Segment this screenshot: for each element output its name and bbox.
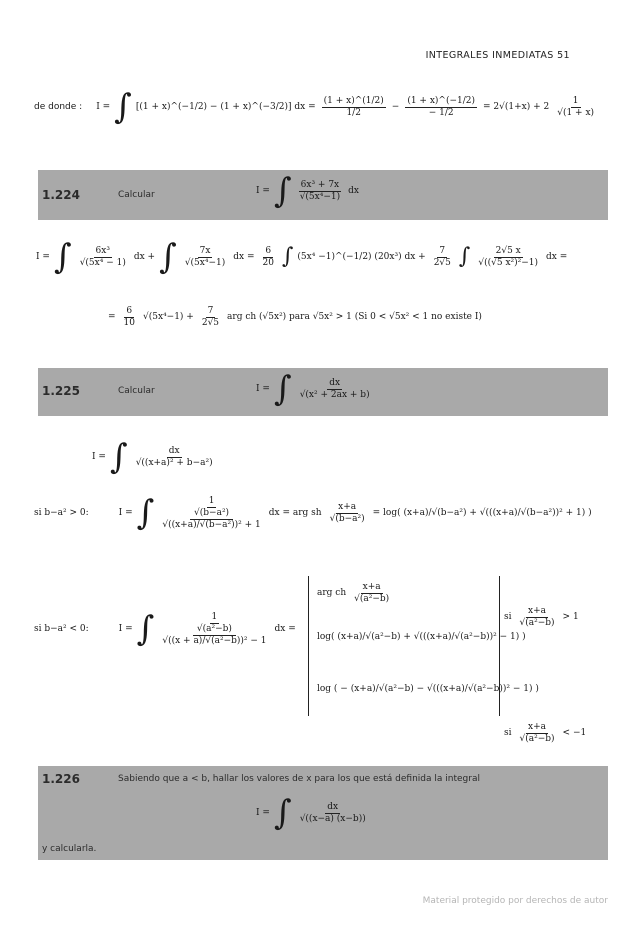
sol-lhs: I = (92, 452, 106, 462)
case-frac (160, 612, 268, 646)
integral-sign: ∫ (136, 493, 155, 534)
intro-result-den: √(1 + x) (557, 107, 595, 118)
option-text: arg ch (317, 588, 347, 599)
sol-num: 7 (439, 245, 446, 256)
integral-sign: ∫ (273, 171, 292, 211)
integral-sign: ∫ (273, 793, 292, 833)
sol-num: dx (168, 445, 180, 456)
sol-coef (432, 246, 453, 269)
case-lhs: I = (118, 624, 133, 635)
problem-statement (256, 793, 370, 833)
cond-frac (518, 722, 557, 745)
sol-den: 2√5 (201, 317, 220, 328)
statement-den: √(x² + 2ax + b) (299, 389, 370, 400)
problem-band-1224 (38, 170, 608, 220)
sol-num: 7x (199, 245, 211, 256)
case-top-den: √(a²−b) (196, 623, 232, 634)
problem-band-1226 (38, 766, 608, 860)
sol-den: 10 (123, 317, 135, 328)
integral-sign: ∫ (136, 609, 155, 650)
intro-result-frac (555, 96, 596, 119)
statement-num: dx (327, 801, 339, 812)
cond-rel: < −1 (562, 728, 587, 739)
problem-label: Calcular (118, 190, 155, 200)
statement-frac (298, 180, 342, 203)
case-frac (160, 496, 262, 530)
sol-lhs: I = (36, 252, 50, 262)
problem-number: 1.224 (42, 188, 80, 202)
statement-num: dx (329, 377, 341, 388)
intro-formula (34, 87, 598, 127)
sol-frac (476, 246, 540, 269)
intro-term1-den: 1/2 (346, 107, 361, 118)
case-arg-num: x+a (338, 501, 357, 512)
case-top-num: 1 (211, 612, 218, 622)
case-den: √((x+a)/√(b−a²))² + 1 (162, 519, 261, 530)
integral-sign: ∫ (53, 237, 72, 277)
sol-text: = (108, 312, 116, 323)
solution-1225-case1 (34, 493, 592, 534)
sol-den: 20 (262, 257, 274, 268)
integral-sign: ∫ (458, 244, 471, 269)
statement-lhs: I = (256, 384, 270, 394)
case-arg-den: √(b−a²) (329, 513, 365, 524)
sol-den: 2√5 (433, 257, 451, 268)
problem-statement (256, 369, 374, 409)
intro-term2-num: (1 + x)^(−1/2) (407, 95, 475, 106)
statement-den: √(5x⁴−1) (299, 191, 341, 202)
option-log-plus: log( (x+a)/√(a²−b) + √(((x+a)/√(a²−b))² − 1) ) (317, 632, 526, 642)
sol-text: (5x⁴ −1)^(−1/2) (20x³) dx + (297, 252, 426, 262)
sol-text: dx + (133, 252, 156, 262)
sol-coef (122, 306, 137, 329)
option-log-minus: log ( − (x+a)/√(a²−b) − √(((x+a)/√(a²−b))² − 1) ) (317, 684, 539, 694)
statement-frac (298, 802, 368, 825)
solution-1224-line2 (108, 306, 482, 329)
statement-den: √((x−a) (x−b)) (299, 813, 366, 824)
problem-tail: y calcularla. (42, 844, 97, 854)
cond-den: √(a²−b) (519, 617, 555, 628)
sol-den: √(5x⁴−1) (184, 257, 226, 268)
sol-coef (200, 306, 221, 329)
case-top-den: √(b−a²) (194, 507, 230, 518)
sol-frac (78, 246, 128, 269)
solution-1225-case2 (34, 609, 296, 650)
sol-num: 6 (265, 245, 272, 256)
intro-body: [(1 + x)^(−1/2) − (1 + x)^(−3/2)] dx = (135, 102, 316, 112)
sol-den: √((x+a)² + b−a²) (135, 457, 213, 468)
option-den: √(a²−b) (354, 593, 390, 604)
case-condition: si b−a² > 0: (34, 508, 89, 519)
sol-num: 6 (126, 306, 133, 316)
integral-sign: ∫ (109, 437, 128, 477)
solution-1225-start (92, 437, 217, 477)
problem-number: 1.226 (42, 772, 80, 786)
option-frac (352, 582, 391, 605)
intro-label: de donde : (34, 102, 83, 112)
case-arg (328, 502, 367, 525)
integral-sign: ∫ (273, 369, 292, 409)
integral-sign: ∫ (281, 244, 294, 269)
cond-si: si (504, 612, 512, 623)
solution-1224-line1 (36, 237, 568, 277)
condition-gt1 (504, 606, 579, 629)
sol-frac (183, 246, 227, 269)
intro-term1 (322, 96, 386, 119)
case-top (190, 496, 233, 520)
case-lhs: I = (118, 508, 133, 519)
intro-minus: − (391, 102, 400, 112)
sol-num: 2√5 x (495, 245, 521, 256)
cond-si: si (504, 728, 512, 739)
sol-num: 6x³ (95, 245, 110, 256)
intro-term2-den: − 1/2 (428, 107, 454, 118)
intro-term2 (405, 96, 477, 119)
case-condition: si b−a² < 0: (34, 624, 89, 635)
sol-text: dx = (546, 252, 568, 262)
case-log: = log( (x+a)/√(b−a²) + √(((x+a)/√(b−a²))² + 1) ) (372, 508, 592, 519)
cond-num: x+a (528, 722, 547, 732)
statement-lhs: I = (256, 186, 270, 196)
sol-text: √(5x⁴−1) + (143, 312, 194, 323)
sol-text: arg ch (√5x²) para √5x² > 1 (Si 0 < √5x² < 1 no existe I) (227, 312, 482, 323)
case-dx: dx = (274, 624, 296, 635)
copyright-watermark: Material protegido por derechos de autor (422, 896, 608, 906)
option-argch (317, 582, 393, 605)
problem-band-1225 (38, 368, 608, 416)
case-dx: dx = arg sh (268, 508, 322, 519)
cond-frac (518, 606, 557, 629)
integral-sign: ∫ (114, 87, 132, 127)
option-num: x+a (362, 582, 381, 592)
problem-statement (256, 171, 359, 211)
cond-num: x+a (528, 606, 547, 616)
sol-den: √((√5 x²)²−1) (478, 257, 539, 268)
statement-frac (298, 378, 372, 401)
cond-den: √(a²−b) (519, 733, 555, 744)
problem-label: Calcular (118, 386, 155, 396)
problem-number: 1.225 (42, 384, 80, 398)
intro-result-num: 1 (572, 95, 579, 106)
sol-den: √(5x⁴ − 1) (79, 257, 126, 268)
case-top (193, 612, 236, 636)
intro-lhs: I = (96, 102, 111, 112)
statement-num: 6x³ + 7x (300, 179, 340, 190)
case-top-num: 1 (208, 496, 215, 506)
sol-text: dx = (233, 252, 255, 262)
running-header: INTEGRALES INMEDIATAS 51 (425, 50, 570, 61)
case-den: √((x + a)/√(a²−b))² − 1 (162, 635, 267, 646)
integral-sign: ∫ (159, 237, 177, 277)
statement-lhs: I = (256, 808, 270, 818)
statement-tail: dx (348, 186, 359, 196)
intro-result: = 2√(1+x) + 2 (483, 102, 550, 112)
sol-num: 7 (207, 306, 214, 316)
sol-coef (261, 246, 276, 269)
problem-text: Sabiendo que a < b, hallar los valores de x para los que está definida la integral (118, 774, 480, 784)
cond-rel: > 1 (562, 612, 579, 623)
intro-term1-num: (1 + x)^(1/2) (323, 95, 384, 106)
sol-frac (134, 446, 215, 469)
condition-lt-minus1 (504, 722, 586, 745)
